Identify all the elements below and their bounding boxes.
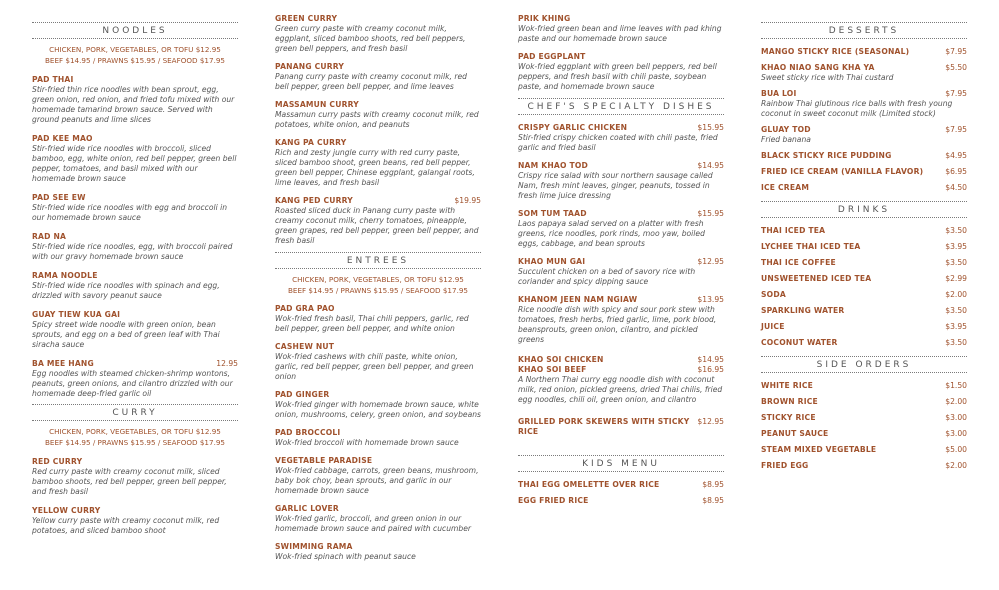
divider <box>761 38 967 39</box>
item-description: Wok-fried green bean and lime leaves with pad khing paste and our homemade brown sauce <box>518 24 722 43</box>
item-name: LYCHEE THAI ICED TEA <box>761 242 861 251</box>
item-name: COCONUT WATER <box>761 338 838 347</box>
menu-item <box>761 258 967 268</box>
item-price: $5.00 <box>945 445 967 454</box>
menu-item <box>761 429 967 439</box>
menu-item <box>761 461 967 471</box>
menu-item <box>761 274 967 284</box>
item-name: THAI ICED TEA <box>761 226 826 235</box>
entrees-list-continued <box>518 14 724 92</box>
item-name: RED CURRY <box>32 457 83 466</box>
price-note: CHICKEN, PORK, VEGETABLES, OR TOFU $12.95 <box>292 275 464 284</box>
menu-item <box>761 242 967 252</box>
menu-item <box>275 342 481 382</box>
menu-item <box>518 52 724 92</box>
section-title-drinks: DRINKS <box>837 205 891 215</box>
item-name: SOM TUM TAAD <box>518 209 587 218</box>
menu-item <box>518 161 724 201</box>
item-price: $16.95 <box>697 365 724 374</box>
price-note: CHICKEN, PORK, VEGETABLES, OR TOFU $12.95 <box>49 427 221 436</box>
item-price: $3.50 <box>945 226 967 235</box>
kids-list <box>518 480 724 506</box>
item-price: $8.95 <box>702 480 724 489</box>
item-name: GREEN CURRY <box>275 14 338 23</box>
item-description: Wok-fried cabbage, carrots, green beans, mushroom, baby bok choy, bean sprouts, and garlic in our homemade brown sauce <box>275 466 479 495</box>
item-name: PAD SEE EW <box>32 193 86 202</box>
item-name: PAD BROCCOLI <box>275 428 341 437</box>
item-description: Stir-fried wide rice noodles, egg, with broccoli paired with our gravy homemade brown sauce <box>32 242 233 261</box>
item-description: A Northern Thai curry egg noodle dish with coconut milk, red onion, pickled greens, dried Thai chilis, fried egg noodles, chili oil, green onion, and cilantro <box>518 375 723 404</box>
column-4 <box>761 22 967 471</box>
item-description: Succulent chicken on a bed of savory rice with coriander and spicy dipping sauce <box>518 267 696 286</box>
menu-item <box>275 504 481 534</box>
item-description: Spicy street wide noodle with green onion, bean sprouts, and egg on a bed of green leaf with Thai siracha sauce <box>32 320 220 349</box>
item-name: YELLOW CURRY <box>32 506 101 515</box>
item-description: Wok-fried eggplant with green bell peppers, red bell peppers, and fresh basil with chili paste, soybean paste, and homemade brown sauce <box>518 62 717 91</box>
item-description: Green curry paste with creamy coconut milk, eggplant, sliced bamboo shoots, red bell peppers, green bell peppers, and fresh basil <box>275 24 466 53</box>
item-name: PAD EGGPLANT <box>518 52 586 61</box>
item-name: STICKY RICE <box>761 413 816 422</box>
item-name: KHAO NIAO SANG KHA YA <box>761 63 875 72</box>
item-price: $3.95 <box>945 242 967 251</box>
menu-item <box>761 183 967 193</box>
menu-item-skewers <box>518 417 724 437</box>
menu-item <box>275 542 481 562</box>
section-title-entrees: ENTREES <box>346 256 410 266</box>
menu-item <box>761 413 967 423</box>
item-price: $3.50 <box>945 338 967 347</box>
item-name: CRISPY GARLIC CHICKEN <box>518 123 628 132</box>
item-name: BA MEE HANG <box>32 359 94 368</box>
menu-item <box>518 14 724 44</box>
item-price: $15.95 <box>697 123 724 132</box>
divider <box>518 471 724 472</box>
menu-item <box>518 480 724 490</box>
menu-item <box>275 304 481 334</box>
menu-item <box>761 445 967 455</box>
divider <box>518 114 724 115</box>
item-price: $14.95 <box>697 355 724 364</box>
item-name: VEGETABLE PARADISE <box>275 456 373 465</box>
item-price: $5.50 <box>945 63 967 72</box>
item-description: Stir-fried wide rice noodles with egg and broccoli in our homemade brown sauce <box>32 203 228 222</box>
menu-item <box>32 271 238 301</box>
menu-item <box>518 496 724 506</box>
menu-item <box>275 100 481 130</box>
item-price: $2.00 <box>945 461 967 470</box>
item-name: GUAY TIEW KUA GAI <box>32 310 121 319</box>
item-name: STEAM MIXED VEGETABLE <box>761 445 877 454</box>
item-name: MANGO STICKY RICE (SEASONAL) <box>761 47 910 56</box>
item-price: $7.95 <box>945 125 967 134</box>
menu-item <box>518 295 724 345</box>
section-title-specialty: CHEF'S SPECIALTY DISHES <box>527 102 715 112</box>
item-description: Rainbow Thai glutinous rice balls with fresh young coconut in sweet coconut milk (Limited stock) <box>761 99 953 118</box>
item-price: $19.95 <box>454 196 481 205</box>
price-note: BEEF $14.95 / PRAWNS $15.95 / SEAFOOD $17.95 <box>44 438 226 447</box>
item-name: KHAO SOI CHICKEN <box>518 355 604 364</box>
section-title-noodles: NOODLES <box>102 26 168 36</box>
item-description: Stir-fried wide rice noodles with broccoli, sliced bamboo, egg, white onion, red bell pepper, green bell pepper, tomatoes, and basil mixed with our homemade brown sauce <box>32 144 237 183</box>
menu-item <box>761 47 967 57</box>
item-name: THAI EGG OMELETTE OVER RICE <box>518 480 660 489</box>
item-price: $4.95 <box>945 151 967 160</box>
item-price: $1.50 <box>945 381 967 390</box>
menu-item <box>32 134 238 184</box>
item-name: SODA <box>761 290 786 299</box>
item-price: $3.50 <box>945 258 967 267</box>
item-description: Stir-fried thin rice noodles with bean sprout, egg, green onion, red onion, and fried tofu mixed with our homemade tamarind brown sauce. Served with ground peanuts and lime slices <box>32 85 235 124</box>
menu-item <box>761 226 967 236</box>
item-name: UNSWEETENED ICED TEA <box>761 274 872 283</box>
menu-item <box>518 257 724 287</box>
item-name: KHAO SOI BEEF <box>518 365 587 374</box>
item-name: ICE CREAM <box>761 183 810 192</box>
menu-item <box>761 322 967 332</box>
item-name: PRIK KHING <box>518 14 571 23</box>
item-name: RAD NA <box>32 232 67 241</box>
item-description: Laos papaya salad served on a platter with fresh greens, rice noodles, pork rinds, moo yaw, boiled eggs, cabbage, and bean sprouts <box>518 219 705 248</box>
item-name: PANANG CURRY <box>275 62 345 71</box>
item-name: PAD GRA PAO <box>275 304 335 313</box>
section-title-curry: CURRY <box>112 408 158 418</box>
item-description: Sweet sticky rice with Thai custard <box>761 73 894 82</box>
item-description: Egg noodles with steamed chicken-shrimp wontons, peanuts, green onions, and cilantro drizzled with our homemade deep-fried garlic oil <box>32 369 233 398</box>
item-description: Crispy rice salad with sour northern sausage called Nam, fresh mint leaves, ginger, peanuts, tossed in fresh lime juice dressing <box>518 171 713 200</box>
section-title-sides: SIDE ORDERS <box>816 360 912 370</box>
menu-item <box>32 193 238 223</box>
menu-item <box>761 381 967 391</box>
item-price: $2.99 <box>945 274 967 283</box>
menu-item <box>32 310 238 350</box>
price-note: BEEF $14.95 / PRAWNS $15.95 / SEAFOOD $17.95 <box>287 286 469 295</box>
price-note: CHICKEN, PORK, VEGETABLES, OR TOFU $12.95 <box>49 45 221 54</box>
drinks-list <box>761 226 967 348</box>
specialty-list <box>518 123 724 345</box>
menu-item <box>275 62 481 92</box>
item-name: RAMA NOODLE <box>32 271 98 280</box>
item-price: $3.95 <box>945 322 967 331</box>
item-description: Rice noodle dish with spicy and sour pork stew with tomatoes, fresh herbs, fried garlic, lime, pork blood, beansprouts, green onion, cilantro, and pickled greens <box>518 305 717 344</box>
item-name: GRILLED PORK SKEWERS WITH STICKY RICE <box>518 417 690 436</box>
item-price: $2.00 <box>945 397 967 406</box>
item-name: KHAO MUN GAI <box>518 257 586 266</box>
item-price: $13.95 <box>697 295 724 304</box>
menu-item <box>761 63 967 83</box>
item-price: $14.95 <box>697 161 724 170</box>
menu-item-khao-soi <box>518 355 724 405</box>
item-price: $7.95 <box>945 89 967 98</box>
item-description: Wok-fried fresh basil, Thai chili peppers, garlic, red bell pepper, green bell pepper, and white onion <box>275 314 469 333</box>
item-description: Wok-fried broccoli with homemade brown sauce <box>275 438 459 447</box>
item-price: $3.50 <box>945 306 967 315</box>
menu-item <box>761 290 967 300</box>
item-price: $7.95 <box>945 47 967 56</box>
item-name: GLUAY TOD <box>761 125 811 134</box>
menu-item <box>761 125 967 145</box>
column-2 <box>275 14 481 562</box>
item-description: Massamun curry pasts with creamy coconut milk, red potatoes, white onion, and peanuts <box>275 110 479 129</box>
menu-item <box>518 209 724 249</box>
item-name: BROWN RICE <box>761 397 818 406</box>
item-description: Wok-fried spinach with peanut sauce <box>275 552 416 561</box>
item-price: $8.95 <box>702 496 724 505</box>
curry-list <box>32 457 238 536</box>
item-name: BLACK STICKY RICE PUDDING <box>761 151 892 160</box>
item-price: $4.50 <box>945 183 967 192</box>
item-price: $12.95 <box>697 257 724 266</box>
section-title-desserts: DESSERTS <box>828 26 900 36</box>
item-name: PAD KEE MAO <box>32 134 93 143</box>
menu-item <box>32 506 238 536</box>
price-note: BEEF $14.95 / PRAWNS $15.95 / SEAFOOD $17.95 <box>44 56 226 65</box>
item-name: KANG PA CURRY <box>275 138 347 147</box>
menu-item <box>32 457 238 497</box>
item-name: EGG FRIED RICE <box>518 496 589 505</box>
menu-item <box>761 151 967 161</box>
item-price: $3.00 <box>945 413 967 422</box>
item-description: Stir-fried crispy chicken coated with chili paste, fried garlic and fried basil <box>518 133 718 152</box>
item-name: PAD THAI <box>32 75 74 84</box>
divider <box>761 217 967 218</box>
item-price: $2.00 <box>945 290 967 299</box>
item-name: THAI ICE COFFEE <box>761 258 836 267</box>
column-3 <box>518 14 724 506</box>
item-name: FRIED ICE CREAM (VANILLA FLAVOR) <box>761 167 924 176</box>
item-name: GARLIC LOVER <box>275 504 339 513</box>
menu-item <box>761 167 967 177</box>
item-price: $12.95 <box>697 417 724 426</box>
menu-item <box>761 306 967 316</box>
item-description: Red curry paste with creamy coconut milk, sliced bamboo shoots, red bell pepper, green bell pepper, and fresh basil <box>32 467 227 496</box>
item-name: PAD GINGER <box>275 390 330 399</box>
menu-item <box>275 196 481 246</box>
menu-item <box>275 428 481 448</box>
item-name: FRIED EGG <box>761 461 809 470</box>
menu-item <box>32 232 238 262</box>
item-name: CASHEW NUT <box>275 342 335 351</box>
menu-item <box>761 338 967 348</box>
item-name: MASSAMUN CURRY <box>275 100 359 109</box>
menu-item <box>275 456 481 496</box>
item-name: WHITE RICE <box>761 381 814 390</box>
menu-item <box>761 397 967 407</box>
item-description: Wok-fried garlic, broccoli, and green onion in our homemade brown sauce and paired with cucumber <box>275 514 472 533</box>
item-price: $3.00 <box>945 429 967 438</box>
item-name: SPARKLING WATER <box>761 306 845 315</box>
menu-item <box>761 89 967 119</box>
item-description: Wok-fried cashews with chili paste, white onion, garlic, red bell pepper, green bell pepper, and green onion <box>275 352 474 381</box>
curry-list-continued <box>275 14 481 246</box>
item-name: PEANUT SAUCE <box>761 429 829 438</box>
item-name: BUA LOI <box>761 89 797 98</box>
item-description: Fried banana <box>761 135 811 144</box>
menu-item <box>275 138 481 188</box>
entrees-list <box>275 304 481 562</box>
item-name: KHANOM JEEN NAM NGIAW <box>518 295 638 304</box>
item-name: JUICE <box>761 322 785 331</box>
section-title-kids: KIDS MENU <box>582 459 660 469</box>
divider <box>761 372 967 373</box>
item-description: Panang curry paste with creamy coconut milk, red bell pepper, green bell pepper, and lime leaves <box>275 72 467 91</box>
item-description: Yellow curry paste with creamy coconut milk, red potatoes, and sliced bamboo shoot <box>32 516 220 535</box>
menu-item <box>32 359 238 399</box>
menu-item <box>275 390 481 420</box>
item-name: SWIMMING RAMA <box>275 542 353 551</box>
item-price: 12.95 <box>216 359 238 368</box>
menu-item <box>275 14 481 54</box>
item-price: $6.95 <box>945 167 967 176</box>
item-description: Roasted sliced duck in Panang curry paste with creamy coconut milk, cherry tomatoes, pineapple, green grapes, red bell pepper, green bell pepper, and fresh basil <box>275 206 479 245</box>
item-description: Rich and zesty jungle curry with red curry paste, sliced bamboo shoot, green beans, red bell pepper, green bell pepper, Chinese eggplant, galangal roots, lime leaves, and fresh basil <box>275 148 475 187</box>
noodles-list <box>32 75 238 399</box>
desserts-list <box>761 47 967 193</box>
item-price: $15.95 <box>697 209 724 218</box>
item-description: Wok-fried ginger with homemade brown sauce, white onion, mushrooms, celery, green onion, and soybeans <box>275 400 481 419</box>
sides-list <box>761 381 967 471</box>
column-1 <box>32 22 238 536</box>
item-name: NAM KHAO TOD <box>518 161 588 170</box>
menu-item <box>32 75 238 125</box>
item-name: KANG PED CURRY <box>275 196 354 205</box>
menu-item <box>518 123 724 153</box>
item-description: Stir-fried wide rice noodles with spinach and egg, drizzled with savory peanut sauce <box>32 281 220 300</box>
